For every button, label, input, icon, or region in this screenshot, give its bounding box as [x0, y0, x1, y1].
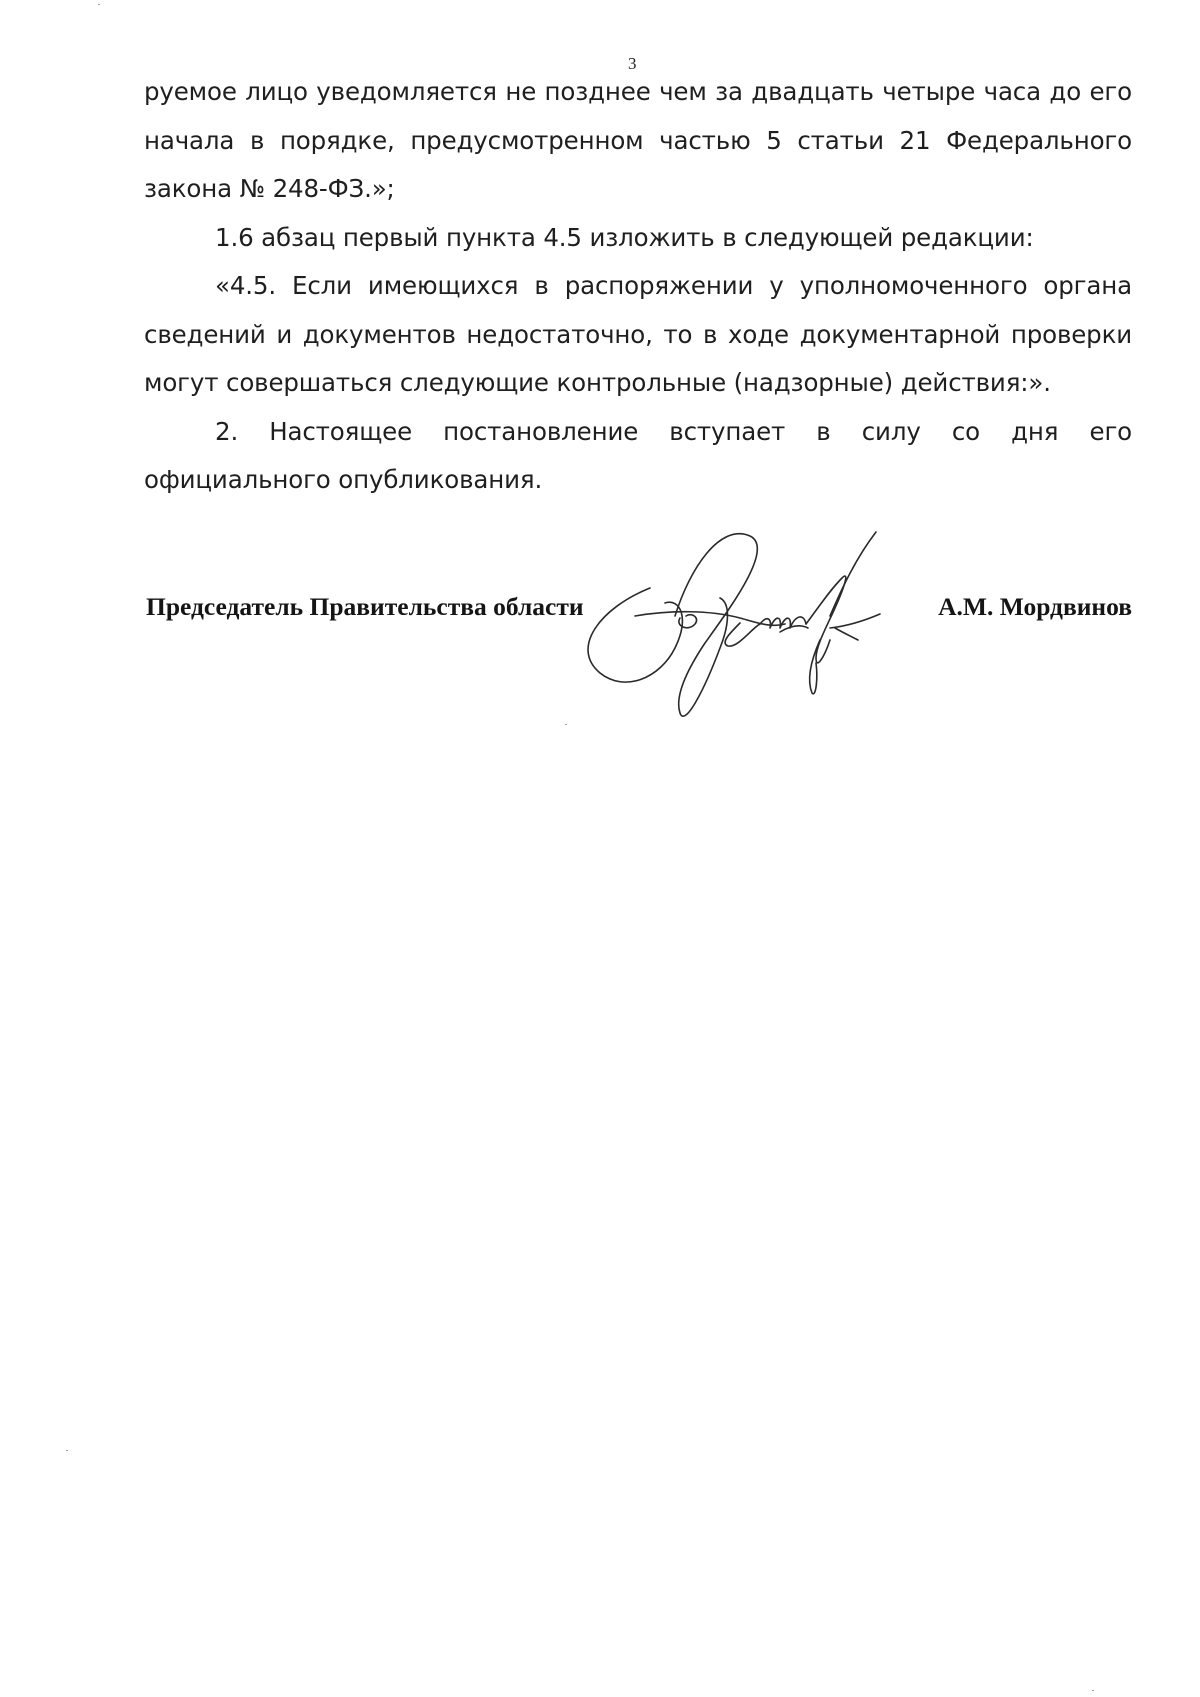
scan-speck — [66, 1450, 68, 1451]
scan-speck — [565, 724, 567, 725]
paragraph-continuation: руемое лицо уведомляется не позднее чем за двадцать четыре часа до его начала в порядке, предусмотренном частью 5 статьи 21 Федерального закона № 248-ФЗ.»; — [144, 77, 1132, 203]
handwritten-signature — [580, 528, 940, 738]
page-number: 3 — [628, 54, 637, 73]
signatory-name: А.М. Мордвинов — [938, 592, 1132, 621]
scan-speck — [98, 4, 100, 5]
paragraph-clause-4-5: «4.5. Если имеющихся в распоряжении у уполномоченного органа сведений и документов недостаточно, то в ходе документарной проверки могут совершаться следующие контрольные (надзорные) действия:». — [144, 271, 1132, 397]
signatory-title: Председатель Правительства области — [146, 592, 584, 621]
paragraph-effective-date: 2. Настоящее постановление вступает в силу со дня его официального опубликования. — [144, 416, 1132, 494]
scan-speck — [1092, 1690, 1094, 1691]
paragraph-amendment-1-6: 1.6 абзац первый пункта 4.5 изложить в следующей редакции: — [215, 222, 1034, 252]
document-body — [144, 68, 1132, 505]
